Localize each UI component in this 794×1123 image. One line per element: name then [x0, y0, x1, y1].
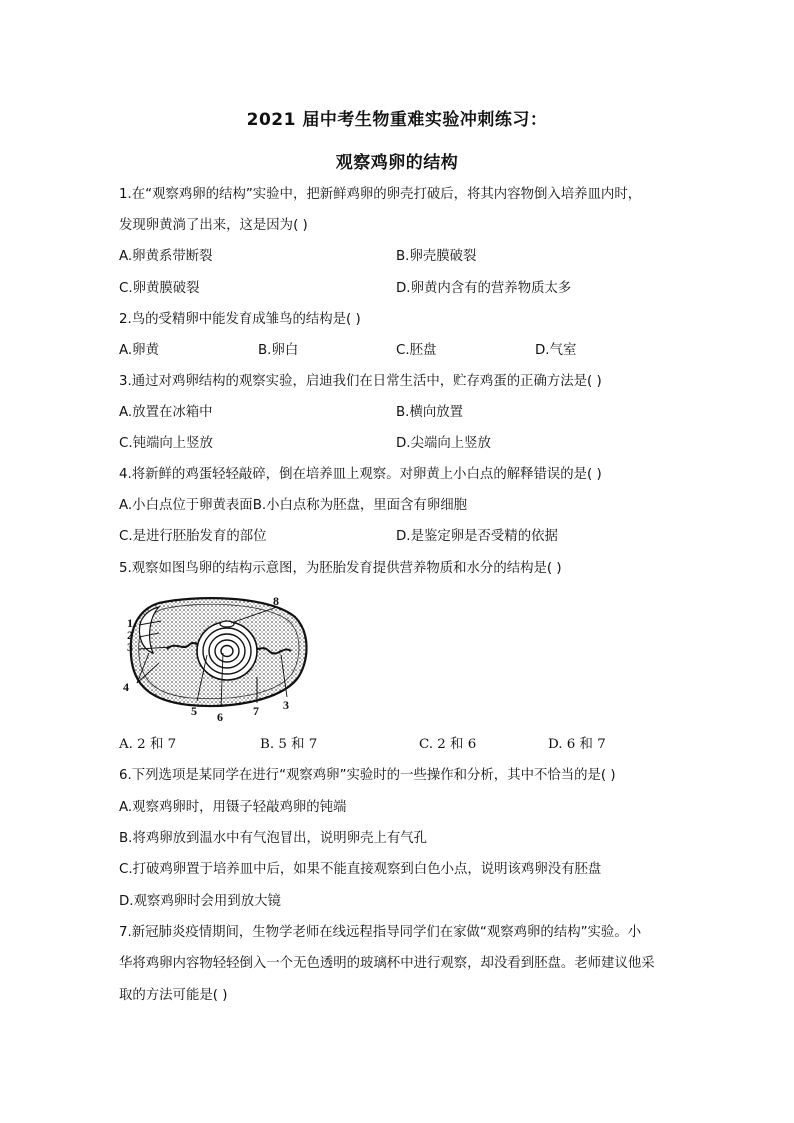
- question-6-line-1: 6.下列选项是某同学在进行“观察鸡卵”实验时的一些操作和分析，其中不恰当的是( ): [119, 768, 616, 783]
- question-1-line-2: 发现卵黄淌了出来，这是因为( ): [119, 218, 308, 233]
- question-5-line-1: 5.观察如图鸟卵的结构示意图，为胚胎发育提供营养物质和水分的结构是( ): [119, 561, 562, 576]
- q3-option-b: B.横向放置: [396, 405, 464, 420]
- q1-option-b: B.卵壳膜破裂: [396, 249, 477, 264]
- q6-option-d: D.观察鸡卵时会用到放大镜: [119, 894, 281, 909]
- q2-option-b: B.卵白: [258, 343, 299, 358]
- question-7-line-1: 7.新冠肺炎疫情期间，生物学老师在线远程指导同学们在家做“观察鸡卵的结构”实验。小: [119, 925, 642, 940]
- q6-option-a: A.观察鸡卵时，用镊子轻敲鸡卵的钝端: [119, 800, 347, 815]
- q5-option-d: D. 6 和 7: [548, 737, 606, 752]
- diagram-label-1: 1: [127, 616, 133, 630]
- q4-option-c: C.是进行胚胎发育的部位: [119, 529, 267, 544]
- document-subtitle: 观察鸡卵的结构: [335, 153, 459, 173]
- diagram-label-6: 6: [217, 710, 223, 723]
- diagram-label-3: 3: [127, 640, 133, 654]
- question-4-line-1: 4.将新鲜的鸡蛋轻轻敲碎，倒在培养皿上观察。对卵黄上小白点的解释错误的是( ): [119, 467, 602, 482]
- q3-option-d: D.尖端向上竖放: [396, 436, 491, 451]
- question-2-line-1: 2.鸟的受精卵中能发育成雏鸟的结构是( ): [119, 312, 361, 327]
- document-title: 2021 届中考生物重难实验冲刺练习：: [246, 110, 548, 130]
- diagram-label-4: 4: [123, 680, 129, 694]
- q3-option-c: C.钝端向上竖放: [119, 436, 213, 451]
- diagram-label-7: 7: [253, 704, 259, 718]
- question-7-line-2: 华将鸡卵内容物轻轻倒入一个无色透明的玻璃杯中进行观察，却没看到胚盘。老师建议他采: [119, 956, 655, 971]
- germinal-disc: [220, 621, 234, 627]
- question-3-line-1: 3.通过对鸡卵结构的观察实验，启迪我们在日常生活中，贮存鸡蛋的正确方法是( ): [119, 374, 602, 389]
- yolk: [197, 622, 257, 680]
- q5-option-a: A. 2 和 7: [119, 737, 177, 752]
- q2-option-c: C.胚盘: [396, 343, 437, 358]
- q5-option-c: C. 2 和 6: [419, 737, 477, 752]
- q6-option-b: B.将鸡卵放到温水中有气泡冒出，说明卵壳上有气孔: [119, 831, 428, 846]
- q3-option-a: A.放置在冰箱中: [119, 405, 213, 420]
- diagram-label-8: 8: [273, 594, 279, 608]
- question-7-line-3: 取的方法可能是( ): [119, 988, 228, 1003]
- q1-option-a: A.卵黄系带断裂: [119, 249, 213, 264]
- q4-option-d: D.是鉴定卵是否受精的依据: [396, 529, 558, 544]
- diagram-label-5: 5: [191, 704, 197, 718]
- q2-option-d: D.气室: [535, 343, 577, 358]
- bird-egg-structure-diagram: [119, 593, 309, 723]
- question-4-line-2: A.小白点位于卵黄表面B.小白点称为胚盘，里面含有卵细胞: [119, 498, 467, 513]
- q1-option-d: D.卵黄内含有的营养物质太多: [396, 281, 572, 296]
- q1-option-c: C.卵黄膜破裂: [119, 281, 200, 296]
- question-1-line-1: 1.在“观察鸡卵的结构”实验中，把新鲜鸡卵的卵壳打破后，将其内容物倒入培养皿内时，: [119, 187, 642, 202]
- q2-option-a: A.卵黄: [119, 343, 159, 358]
- q6-option-c: C.打破鸡卵置于培养皿中后，如果不能直接观察到白色小点，说明该鸡卵没有胚盘: [119, 862, 602, 877]
- diagram-label-2: 2: [127, 628, 133, 642]
- q5-option-b: B. 5 和 7: [260, 737, 318, 752]
- diagram-label-3-right: 3: [283, 698, 289, 712]
